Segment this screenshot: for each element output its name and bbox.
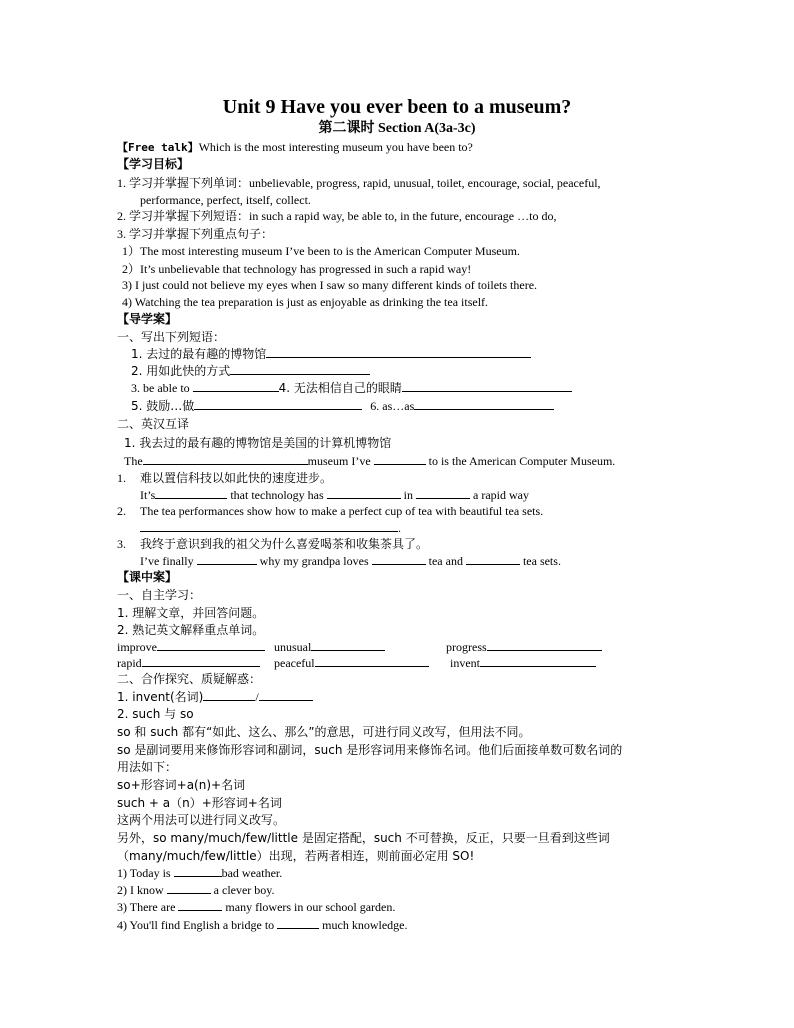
such-so-explain-2a: so 是副词要用来修饰形容词和副词，such 是形容词用来修饰名词。他们后面接单数可数名词的 bbox=[117, 743, 623, 757]
phrase-item-2-label: 2. 用如此快的方式 bbox=[131, 364, 231, 378]
key-sentence-3: 3) I just could not believe my eyes when I saw so many different kinds of toilets there. bbox=[122, 278, 538, 292]
answer-blank[interactable] bbox=[374, 453, 426, 465]
class-item-2: 2. 熟记英文解释重点单词。 bbox=[117, 623, 265, 637]
answer-blank[interactable] bbox=[416, 487, 470, 499]
word-rapid-label: rapid bbox=[117, 656, 142, 670]
translate-4-english bbox=[140, 553, 561, 569]
translate-4-chinese: 我终于意识到我的祖父为什么喜爱喝茶和收集茶具了。 bbox=[140, 537, 429, 551]
so-pattern: so+形容词+a(n)+名词 bbox=[117, 778, 246, 792]
free-talk-label: 【Free talk】 bbox=[117, 141, 199, 154]
word-peaceful bbox=[274, 655, 429, 671]
phrase-item-5-6 bbox=[131, 398, 554, 414]
answer-blank[interactable] bbox=[414, 398, 554, 410]
such-so-explain-1: so 和 such 都有“如此、这么、那么”的意思，可进行同义改写，但用法不同。 bbox=[117, 725, 531, 739]
answer-blank[interactable] bbox=[327, 487, 401, 499]
translate-3-english-line bbox=[117, 503, 543, 519]
phrase-item-3-label: 3. be able to bbox=[131, 381, 193, 395]
translate-1-text-a: The bbox=[124, 454, 143, 468]
translate-3-english: The tea performances show how to make a perfect cup of tea with beautiful tea sets. bbox=[140, 504, 544, 518]
free-talk-line bbox=[117, 139, 473, 156]
word-progress bbox=[446, 639, 602, 655]
translate-2-text-d: a rapid way bbox=[470, 488, 529, 502]
page-subtitle: 第二课时 Section A(3a-3c) bbox=[318, 121, 476, 136]
goal-1-line-b: performance, perfect, itself, collect. bbox=[140, 193, 311, 207]
class-part2-title: 二、合作探究、质疑解惑： bbox=[117, 672, 262, 686]
key-sentence-1: 1）The most interesting museum I’ve been to is the American Computer Museum. bbox=[122, 244, 520, 258]
word-unusual-label: unusual bbox=[274, 640, 312, 654]
answer-blank[interactable] bbox=[203, 689, 255, 701]
answer-blank[interactable] bbox=[140, 520, 398, 532]
answer-blank[interactable] bbox=[155, 487, 227, 499]
exercise-3 bbox=[117, 899, 395, 915]
answer-blank[interactable] bbox=[487, 639, 602, 651]
exercise-1-text-a: 1) Today is bbox=[117, 866, 174, 880]
translate-1-text-c: to is the American Computer Museum. bbox=[425, 454, 616, 468]
exercise-2-text-a: 2) I know bbox=[117, 883, 167, 897]
answer-blank[interactable] bbox=[266, 346, 531, 358]
translate-2-english bbox=[140, 487, 529, 503]
translate-4-text-d: tea sets. bbox=[519, 554, 561, 568]
such-so-title: 2. such 与 so bbox=[117, 707, 194, 721]
word-improve-label: improve bbox=[117, 640, 157, 654]
item-number: 3. bbox=[117, 537, 126, 551]
such-so-explain-2b: 用法如下： bbox=[117, 760, 178, 774]
translate-1-english bbox=[124, 453, 615, 469]
guide-heading: 【导学案】 bbox=[117, 312, 178, 326]
translate-3-period: . bbox=[398, 521, 401, 535]
answer-blank[interactable] bbox=[143, 453, 308, 465]
answer-blank[interactable] bbox=[311, 639, 385, 651]
answer-blank[interactable] bbox=[402, 380, 572, 392]
translate-4-chinese-line bbox=[117, 536, 428, 552]
goal-1-line-a: 1. 学习并掌握下列单词：unbelievable, progress, rapid, unusual, toilet, encourage, social, peaceful, bbox=[117, 176, 601, 190]
answer-blank[interactable] bbox=[193, 380, 279, 392]
goals-heading: 【学习目标】 bbox=[117, 157, 190, 171]
exercise-4 bbox=[117, 917, 407, 933]
item-number: 1. bbox=[117, 471, 126, 485]
class-item-1: 1. 理解文章，并回答问题。 bbox=[117, 606, 265, 620]
translate-2-text-a: It’s bbox=[140, 488, 156, 502]
translate-2-text-b: that technology has bbox=[227, 488, 327, 502]
answer-blank[interactable] bbox=[167, 882, 211, 894]
rewrite-note: 这两个用法可以进行同义改写。 bbox=[117, 813, 286, 827]
slash: / bbox=[255, 690, 259, 704]
answer-blank[interactable] bbox=[174, 865, 222, 877]
answer-blank[interactable] bbox=[480, 655, 596, 667]
such-pattern: such + a（n）+形容词+名词 bbox=[117, 796, 282, 810]
class-part1-title: 一、自主学习： bbox=[117, 588, 202, 602]
guide-part2-title: 二、英汉互译 bbox=[117, 417, 190, 431]
class-heading: 【课中案】 bbox=[117, 570, 178, 584]
phrase-item-6-label: 6. as…as bbox=[370, 399, 415, 413]
item-number: 2. bbox=[117, 504, 126, 518]
answer-blank[interactable] bbox=[372, 553, 426, 565]
key-sentence-4: 4) Watching the tea preparation is just as enjoyable as drinking the tea itself. bbox=[122, 295, 489, 309]
answer-blank[interactable] bbox=[197, 553, 257, 565]
answer-blank[interactable] bbox=[142, 655, 260, 667]
guide-part1-title: 一、写出下列短语： bbox=[117, 330, 226, 344]
word-peaceful-label: peaceful bbox=[274, 656, 315, 670]
exercise-2-text-b: a clever boy. bbox=[210, 883, 275, 897]
invent-noun-line bbox=[117, 689, 313, 705]
answer-blank[interactable] bbox=[178, 899, 222, 911]
phrase-item-3-4 bbox=[131, 380, 572, 396]
answer-blank[interactable] bbox=[194, 398, 362, 410]
answer-blank[interactable] bbox=[259, 689, 313, 701]
exercise-1-text-b: bad weather. bbox=[221, 866, 283, 880]
answer-blank[interactable] bbox=[466, 553, 520, 565]
fixed-phrase-note-a: 另外，so many/much/few/little 是固定搭配，such 不可替换，反正，只要一旦看到这些词 bbox=[117, 831, 610, 845]
phrase-item-2 bbox=[131, 363, 370, 379]
goal-2: 2. 学习并掌握下列短语：in such a rapid way, be able to, in the future, encourage …to do, bbox=[117, 209, 557, 223]
translate-2-chinese: 难以置信科技以如此快的速度进步。 bbox=[140, 471, 333, 485]
answer-blank[interactable] bbox=[230, 363, 370, 375]
word-improve bbox=[117, 639, 265, 655]
exercise-4-text-b: much knowledge. bbox=[319, 918, 408, 932]
word-unusual bbox=[274, 639, 385, 655]
word-invent bbox=[450, 655, 596, 671]
exercise-4-text-a: 4) You'll find English a bridge to bbox=[117, 918, 278, 932]
phrase-item-5-label: 5. 鼓励…做 bbox=[131, 399, 195, 413]
exercise-3-text-a: 3) There are bbox=[117, 900, 179, 914]
translate-4-text-c: tea and bbox=[425, 554, 466, 568]
answer-blank[interactable] bbox=[277, 917, 319, 929]
invent-noun-label: 1. invent(名词) bbox=[117, 690, 204, 704]
goal-3: 3. 学习并掌握下列重点句子： bbox=[117, 227, 274, 241]
exercise-1 bbox=[117, 865, 282, 881]
phrase-item-1 bbox=[131, 346, 531, 362]
answer-blank[interactable] bbox=[315, 655, 429, 667]
word-rapid bbox=[117, 655, 260, 671]
fixed-phrase-note-b: （many/much/few/little）出现，若两者相连，则前面必定用 SO! bbox=[117, 849, 475, 863]
exercise-2 bbox=[117, 882, 275, 898]
page-title: Unit 9 Have you ever been to a museum? bbox=[222, 96, 572, 118]
word-invent-label: invent bbox=[450, 656, 480, 670]
translate-3-answer-line bbox=[140, 520, 401, 536]
translate-2-text-c: in bbox=[400, 488, 416, 502]
phrase-item-4-label: 4. 无法相信自己的眼睛 bbox=[278, 381, 402, 395]
free-talk-question: Which is the most interesting museum you have been to? bbox=[198, 140, 473, 154]
word-progress-label: progress bbox=[446, 640, 487, 654]
exercise-3-text-b: many flowers in our school garden. bbox=[222, 900, 396, 914]
translate-4-text-b: why my grandpa loves bbox=[256, 554, 372, 568]
answer-blank[interactable] bbox=[157, 639, 265, 651]
key-sentence-2: 2）It’s unbelievable that technology has progressed in such a rapid way! bbox=[122, 262, 472, 276]
phrase-item-1-label: 1. 去过的最有趣的博物馆 bbox=[131, 347, 267, 361]
translate-4-text-a: I’ve finally bbox=[140, 554, 197, 568]
translate-1-text-b: museum I’ve bbox=[307, 454, 374, 468]
translate-2-chinese-line bbox=[117, 470, 332, 486]
translate-1-chinese: 1. 我去过的最有趣的博物馆是美国的计算机博物馆 bbox=[124, 436, 392, 450]
